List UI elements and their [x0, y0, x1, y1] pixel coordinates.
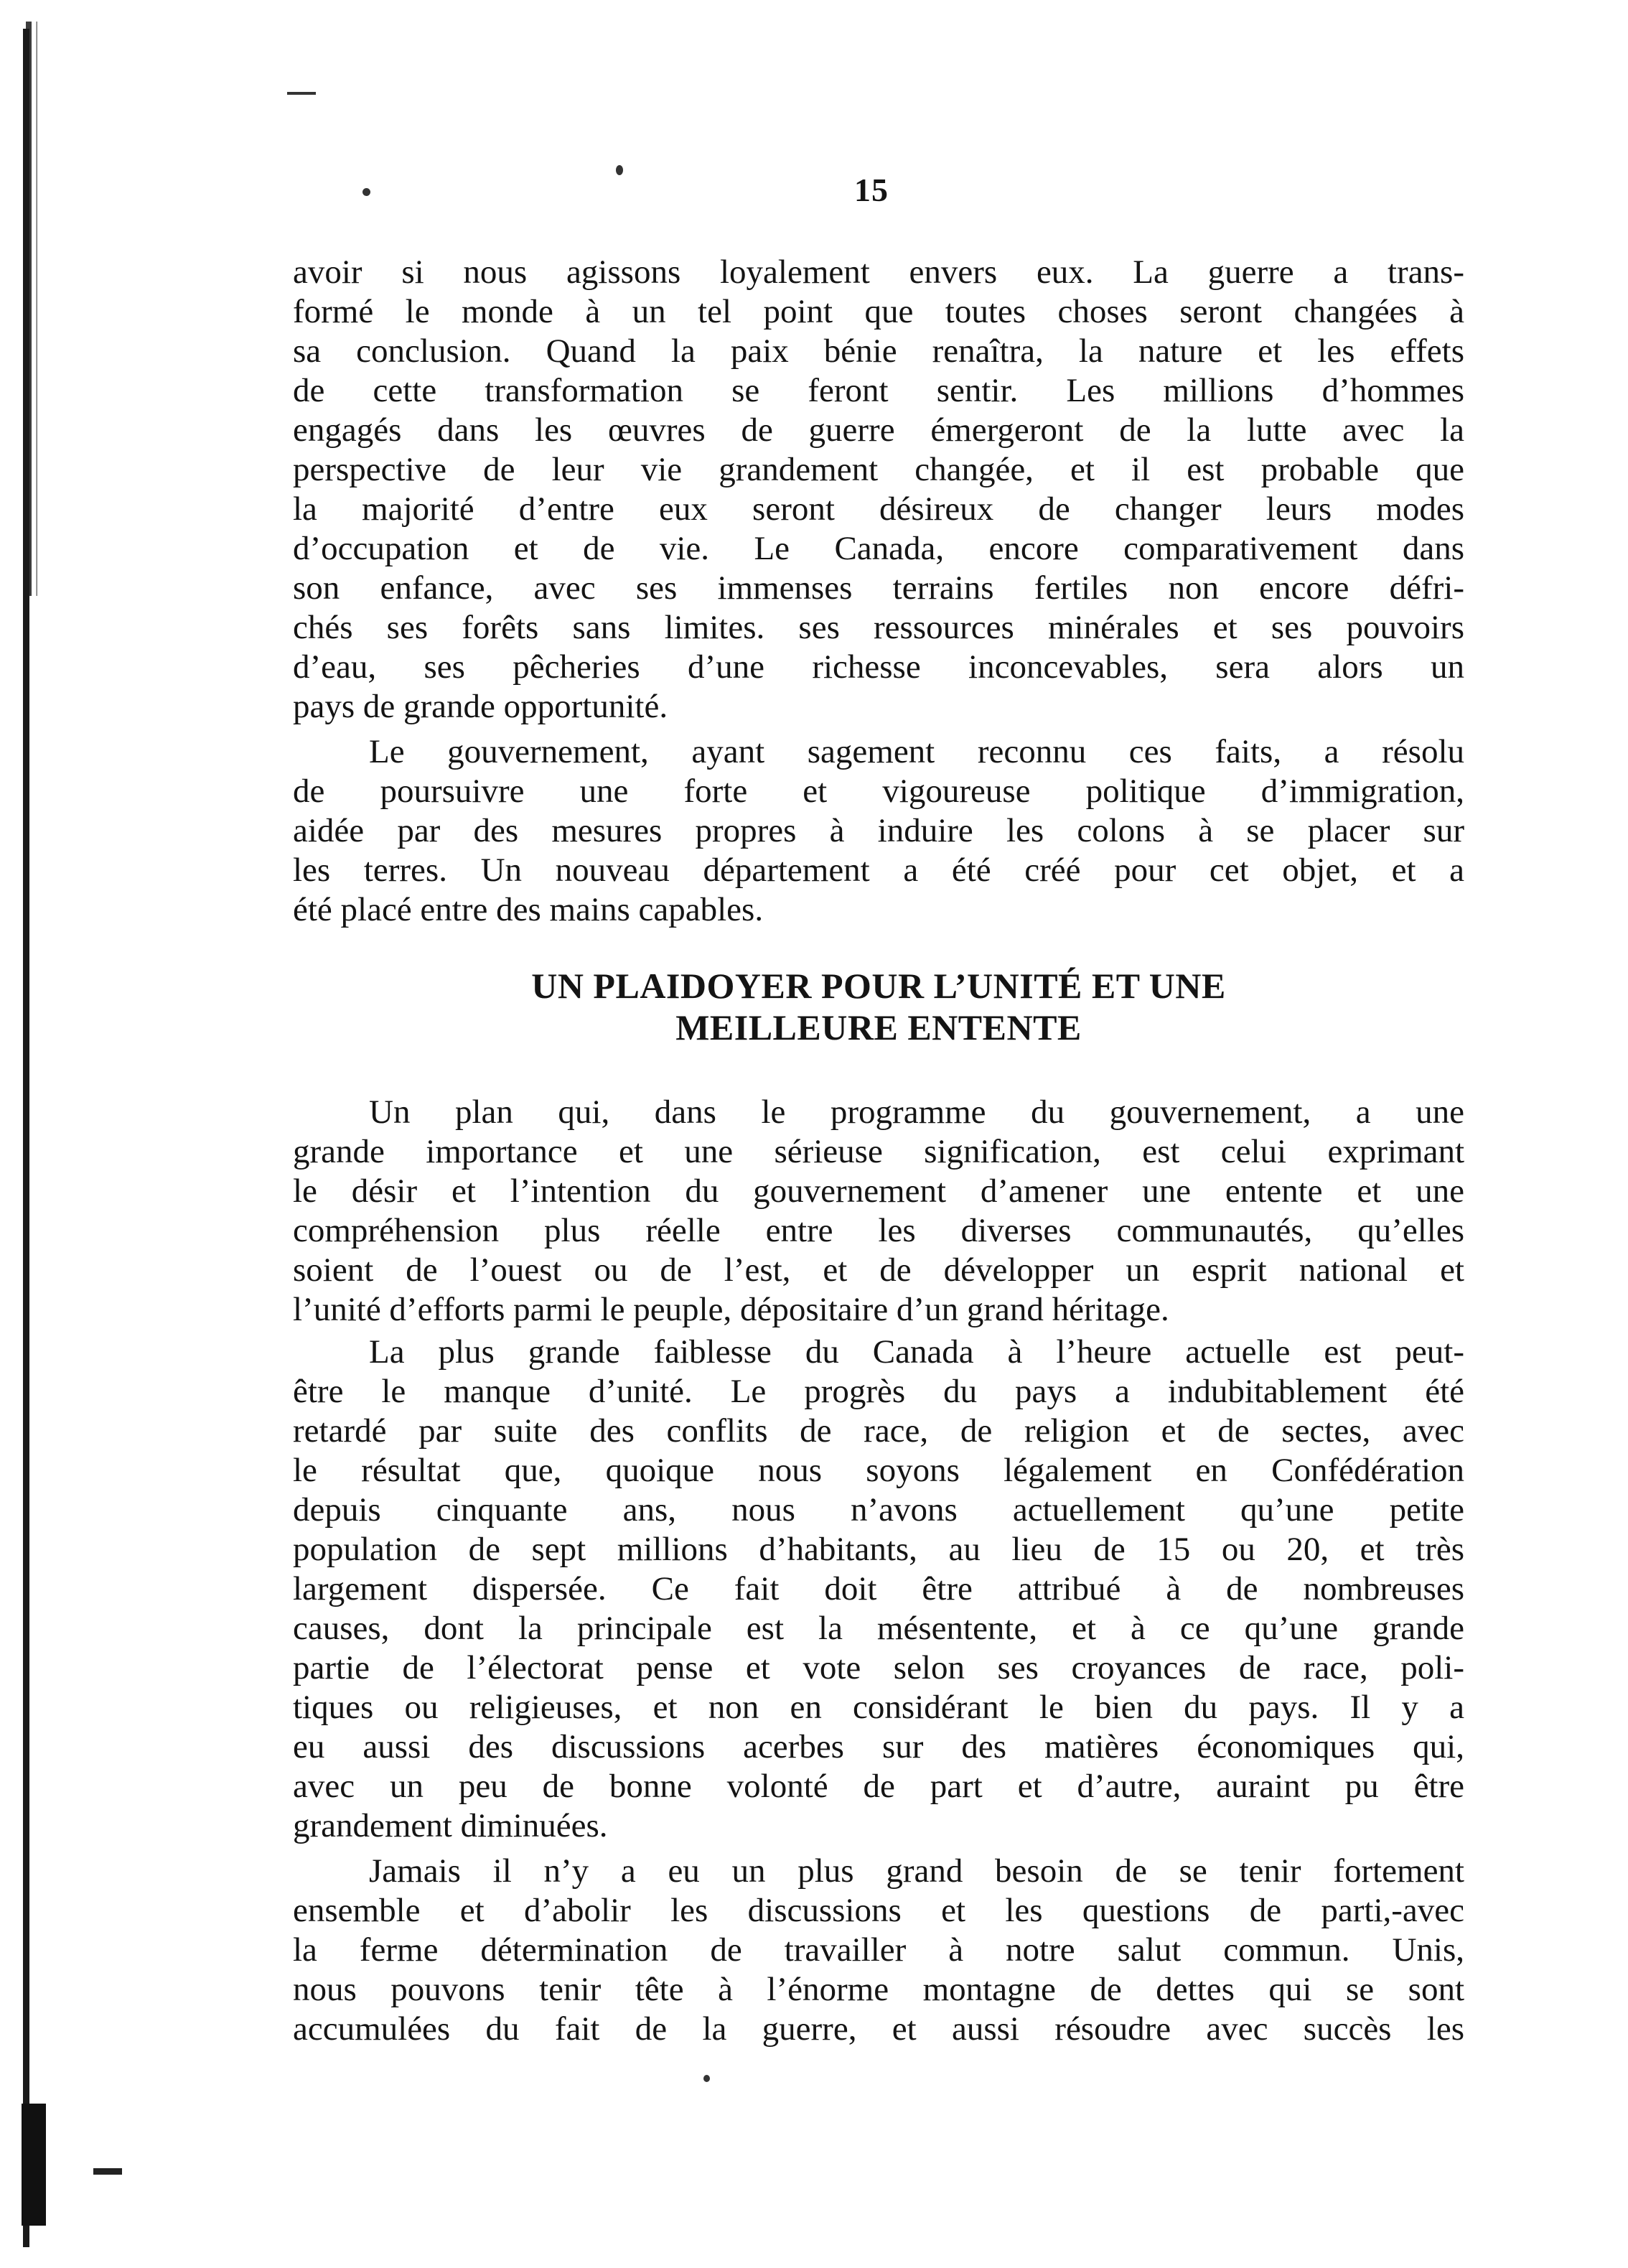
text-line: population de sept millions d’habitants, au lieu de 15 ou 20, et très — [293, 1531, 1464, 1568]
text-line: Un plan qui, dans le programme du gouvernement, a une — [369, 1093, 1464, 1131]
text-line: d’eau, ses pêcheries d’une richesse inconcevables, sera alors un — [293, 648, 1464, 686]
paragraph — [293, 1093, 1464, 1330]
text-line: été placé entre des mains capables. — [293, 891, 764, 928]
text-line: depuis cinquante ans, nous n’avons actuellement qu’une petite — [293, 1491, 1464, 1529]
section-heading — [293, 965, 1464, 1048]
scan-speck — [362, 188, 370, 196]
body-text-top — [293, 253, 1464, 930]
text-line: Le gouvernement, ayant sagement reconnu ces faits, a résolu — [369, 733, 1464, 770]
text-line: grandement diminuées. — [293, 1807, 608, 1844]
paragraph — [293, 1852, 1464, 2049]
text-line: avec un peu de bonne volonté de part et d’autre, auraint pu être — [293, 1768, 1464, 1805]
text-line: les terres. Un nouveau département a été créé pour cet objet, et a — [293, 851, 1464, 889]
paragraph — [293, 253, 1464, 727]
body-text-bottom — [293, 1093, 1464, 2049]
text-line: grande importance et une sérieuse signification, est celui exprimant — [293, 1133, 1464, 1170]
text-line: retardé par suite des conflits de race, de religion et de sectes, avec — [293, 1412, 1464, 1450]
text-line: Jamais il n’y a eu un plus grand besoin de se tenir fortement — [369, 1852, 1464, 1890]
page-number: 15 — [854, 172, 889, 208]
scan-speck — [703, 2075, 710, 2082]
paragraph — [293, 732, 1464, 930]
scan-speck — [616, 165, 623, 175]
text-line: le désir et l’intention du gouvernement d’amener une entente et une — [293, 1172, 1464, 1210]
text-line: le résultat que, quoique nous soyons légalement en Confédération — [293, 1452, 1464, 1489]
text-line: de cette transformation se feront sentir. Les millions d’hommes — [293, 372, 1464, 409]
text-line: aidée par des mesures propres à induire les colons à se placer sur — [293, 812, 1464, 849]
text-line: de poursuivre une forte et vigoureuse politique d’immigration, — [293, 773, 1464, 810]
text-line: chés ses forêts sans limites. ses ressources minérales et ses pouvoirs — [293, 609, 1464, 646]
text-line: l’unité d’efforts parmi le peuple, dépositaire d’un grand héritage. — [293, 1291, 1169, 1328]
text-line: être le manque d’unité. Le progrès du pays a indubitablement été — [293, 1373, 1464, 1410]
text-line: causes, dont la principale est la mésentente, et à ce qu’une grande — [293, 1610, 1464, 1647]
binding-edge-shadow — [26, 22, 45, 596]
text-line: d’occupation et de vie. Le Canada, encore comparativement dans — [293, 530, 1464, 567]
text-line: formé le monde à un tel point que toutes choses seront changées à — [293, 293, 1464, 330]
text-line: ensemble et d’abolir les discussions et les questions de parti,-avec — [293, 1892, 1464, 1929]
text-line: avoir si nous agissons loyalement envers eux. La guerre a trans- — [293, 253, 1464, 291]
text-line: soient de l’ouest ou de l’est, et de développer un esprit national et — [293, 1251, 1464, 1289]
scan-speck — [287, 92, 316, 95]
text-line: sa conclusion. Quand la paix bénie renaîtra, la nature et les effets — [293, 332, 1464, 370]
text-line: perspective de leur vie grandement changée, et il est probable que — [293, 451, 1464, 488]
text-line: nous pouvons tenir tête à l’énorme montagne de dettes qui se sont — [293, 1971, 1464, 2008]
text-line: eu aussi des discussions acerbes sur des matières économiques qui, — [293, 1728, 1464, 1765]
text-line: son enfance, avec ses immenses terrains fertiles non encore défri- — [293, 569, 1464, 607]
text-line: accumulées du fait de la guerre, et aussi résoudre avec succès les — [293, 2010, 1464, 2048]
paragraph — [293, 1333, 1464, 1846]
heading-line: UN PLAIDOYER POUR L’UNITÉ ET UNE — [531, 966, 1226, 1006]
text-line: La plus grande faiblesse du Canada à l’heure actuelle est peut- — [369, 1333, 1464, 1371]
text-line: tiques ou religieuses, et non en considérant le bien du pays. Il y a — [293, 1689, 1464, 1726]
text-line: largement dispersée. Ce fait doit être attribué à de nombreuses — [293, 1570, 1464, 1607]
text-line: la majorité d’entre eux seront désireux de changer leurs modes — [293, 490, 1464, 528]
edge-mark — [93, 2168, 122, 2175]
text-line: pays de grande opportunité. — [293, 688, 668, 725]
text-line: engagés dans les œuvres de guerre émergeront de la lutte avec la — [293, 411, 1464, 449]
binding-edge-bottom — [22, 2104, 46, 2226]
text-line: la ferme détermination de travailler à notre salut commun. Unis, — [293, 1931, 1464, 1969]
text-line: partie de l’électorat pense et vote selon ses croyances de race, poli- — [293, 1649, 1464, 1686]
heading-line: MEILLEURE ENTENTE — [675, 1007, 1082, 1047]
text-line: compréhension plus réelle entre les diverses communautés, qu’elles — [293, 1212, 1464, 1249]
